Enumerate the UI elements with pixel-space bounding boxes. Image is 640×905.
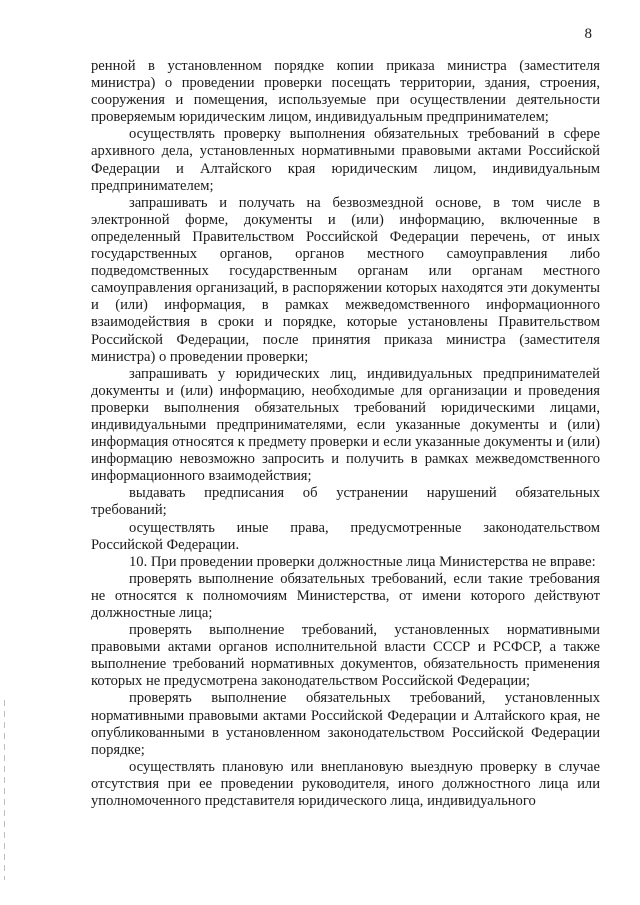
paragraph-section-10: 10. При проведении проверки должностные лица Министерства не вправе: xyxy=(129,553,596,570)
paragraph-restriction-3: проверять выполнение обязательных требований, установленных нормативными правовыми актами Российской Федерации и Алтайского края, не опубликованными в установленном законодательством Российской Федерации порядке; xyxy=(91,690,600,758)
paragraph-issue-orders: выдавать предписания об устранении нарушений обязательных требований; xyxy=(91,485,600,519)
paragraph-continuation: ренной в установленном порядке копии приказа министра (заместителя министра) о проведении проверки посещать территории, здания, строения, сооружения и помещения, используемые при осуществлении деятельности проверяемым юридическим лицом, индивидуальным предпринимателем; xyxy=(91,58,600,126)
paragraph-restriction-2: проверять выполнение требований, установленных нормативными правовыми актами органов исполнительной власти СССР и РСФСР, а также выполнение требований нормативных документов, обязательность применения которых не предусмотрена законодательством Российской Федерации; xyxy=(91,622,600,690)
page-number: 8 xyxy=(584,26,592,42)
paragraph-request-from-entities: запрашивать у юридических лиц, индивидуальных предпринимателей документы и (или) информацию, необходимые для организации и проведения проверки выполнения обязательных требований юридическими лицами, индивидуальными предпринимателями, если указанные документы и (или) информация относятся к предмету проверки и если указанные документы и (или) информацию невозможно запросить и получить в рамках межведомственного информационного взаимодействия; xyxy=(91,365,600,485)
document-body xyxy=(91,58,600,810)
paragraph-other-rights: осуществлять иные права, предусмотренные законодательством Российской Федерации. xyxy=(91,519,600,553)
paragraph-request-interagency: запрашивать и получать на безвозмездной основе, в том числе в электронной форме, документы и (или) информацию, включенные в определенный Правительством Российской Федерации перечень, от иных государственных органов, органов местного самоуправления либо подведомственных государственным органам или органам местного самоуправления организаций, в распоряжении которых находятся эти документы и (или) информация, в рамках межведомственного информационного взаимодействия в сроки и порядке, которые установлены Правительством Российской Федерации, после принятия приказа министра (заместителя министра) о проведении проверки; xyxy=(91,194,600,365)
paragraph-check-requirements: осуществлять проверку выполнения обязательных требований в сфере архивного дела, установленных нормативными правовыми актами Российской Федерации и Алтайского края юридическим лицом, индивидуальным предпринимателем; xyxy=(91,126,600,194)
paragraph-restriction-1: проверять выполнение обязательных требований, если такие требования не относятся к полномочиям Министерства, от имени которого действуют должностные лица; xyxy=(91,570,600,621)
paragraph-restriction-4: осуществлять плановую или внеплановую выездную проверку в случае отсутствия при ее проведении руководителя, иного должностного лица или уполномоченного представителя юридического лица, индивидуального xyxy=(91,758,600,810)
scan-edge-mark xyxy=(4,700,5,880)
